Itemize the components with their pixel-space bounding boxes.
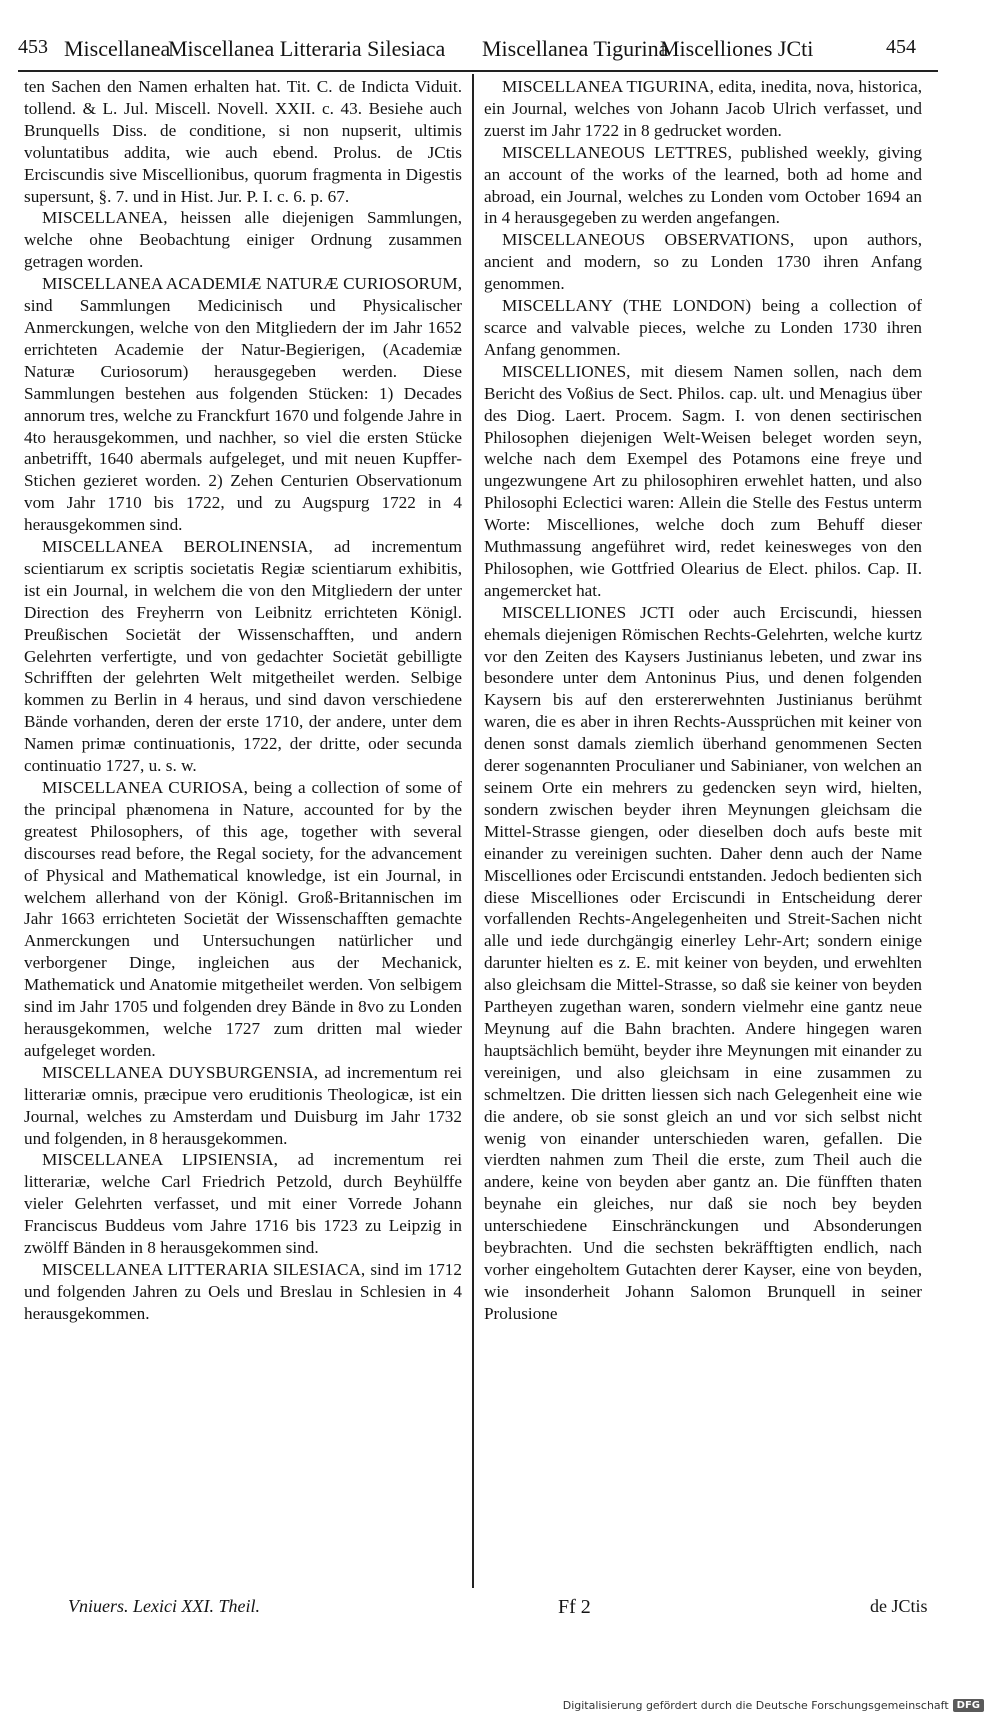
dfg-logo: DFG [953,1699,984,1712]
entry-miscellaneous-lettres: MISCELLANEOUS LETTRES, published weekly, giving an account of the works of the learned, both ad home and abroad, ein Journal, welches zu Londen vom October 1694 an in 4 herausgegeben zu werden angefangen. [484,142,922,228]
header-rule [18,70,938,72]
credit-text: Digitalisierung gefördert durch die Deutsche Forschungsgemeinschaft [562,1699,949,1712]
entry-miscellaneous-observations: MISCELLANEOUS OBSERVATIONS, upon authors, ancient and modern, so zu Londen 1730 ihren Anfang genommen. [484,230,922,294]
entry-miscellanea: MISCELLANEA, heissen alle diejenigen Sammlungen, welche ohne Beobachtung einiger Ordnung zusammen getragen worden. [24,208,462,272]
volume-line: Vniuers. Lexici XXI. Theil. [68,1596,260,1616]
digitization-credit [563,1699,984,1712]
entry-paragraph: ten Sachen den Namen erhalten hat. Tit. C. de Indicta Viduit. tollend. & L. Jul. Miscell. Novell. XXII. c. 43. Besiehe auch Brunquells Diss. de conditione, si non nupserit, ultimis voluntatibus addita, wie auch ebend. Prolus. de JCtis Erciscundis sive Miscellionibus, quorum fragmenta in Digestis supersunt, §. 7. und in Hist. Jur. P. I. c. 6. p. 67. [24,77,462,206]
entry-miscellanea-curiosa: MISCELLANEA CURIOSA, being a collection of some of the principal phænomena in Nature, accounted for by the greatest Philosophers, of this age, together with several discourses read before, the Regal society, for the advancement of Physical and Mathematical knowledge, ist ein Journal, in welchem allerhand von der Königl. Groß-Britannischen im Jahr 1663 errichteten Societät der Wissenschafften gemachte Anmerckungen und Untersuchungen natürlicher und verborgener Dinge, ingleichen aus der Mechanick, Mathematick und Anatomie mitgetheilet werden. Von selbigem sind im Jahr 1705 und folgenden drey Bände in 8vo zu Londen herausgekommen, welche 1727 zum dritten mal wieder aufgeleget worden. [24,778,462,1060]
page-number-right: 454 [886,36,916,58]
entry-miscellanea-lipsiensia: MISCELLANEA LIPSIENSIA, ad incrementum rei litterariæ, welche Carl Friedrich Petzold, durch Beyhülffe vieler Gelehrten verfasset, und mit einer Vorrede Johann Franciscus Buddeus vom Jahre 1716 bis 1723 zu Leipzig in zwölff Bänden in 8 herausgekommen sind. [24,1150,462,1258]
entry-miscellanea-academiae: MISCELLANEA ACADEMIÆ NATURÆ CURIOSORUM, sind Sammlungen Medicinisch und Physicalischer Anmerckungen, welche von den Mitgliedern der im Jahr 1652 errichteten Academie der Natur-Begierigen, (Academiæ Naturæ Curiosorum) herausgegeben werden. Diese Sammlungen bestehen aus folgenden Stücken: 1) Decades annorum tres, welche zu Franckfurt 1670 und folgende Jahre in 4to herausgekommen, und nachher, so viel die ersten Stücke anbetrifft, 1640 abermals aufgeleget, und mit neuen Kupffer-Stichen gezieret worden. 2) Zehen Centurien Observationum vom Jahr 1710 bis 1722, und zu Augspurg 1722 in 4 herausgekommen sind. [24,274,462,535]
header-left-keyword: Miscellanea [64,36,171,61]
entry-miscellanea-tigurina: MISCELLANEA TIGURINA, edita, inedita, nova, historica, ein Journal, welches von Johann Jacob Ulrich verfasset, und zuerst im Jahr 1722 in 8 gedrucket worden. [484,77,922,140]
page-footer [18,1594,938,1624]
book-page [18,30,938,1618]
right-column [484,76,922,1588]
entry-miscelliones-jcti: MISCELLIONES JCTI oder auch Erciscundi, hiessen ehemals diejenigen Römischen Rechts-Gelehrten, welche kurtz vor den Zeiten des Kaysers Justinianus lebeten, und zwar ins besondere unter dem Antoninus Pius, und denen folgenden Kaysern bis auf den erstererwehnten Justinianus berühmt waren, die es aber in ihren Rechts-Aussprüchen mit keiner von denen sonst damals ziemlich überhand genommenen Secten derer sogenannten Proculianer und Sabinianer, von welchen an seinem Orte ein mehrers zu gedencken seyn wird, hielten, sondern zwischen beyder ihren Meynungen gleichsam die Mittel-Strasse giengen, oder dieselben doch aufs beste mit einander zu vereinigen suchten. Daher denn auch der Name Miscelliones oder Erciscundi entstanden. Jedoch bedienten sich diese Miscelliones oder Erciscundi in Entscheidung derer vorfallenden Rechts-Angelegenheiten und Streit-Sachen nicht alle und iede durchgängig einerley Lehr-Art; sondern einige darunter hielten es z. E. mit keiner von beyden, und erwehlten also gleichsam die Mittel-Strasse, so daß sie keiner von beyden Partheyen zugethan waren, sondern vielmehr eine gantz neue Meynung auf die Bahn brachten. Andere hingegen waren hauptsächlich bemüht, beyder ihre Meynungen mit einander zu vereinigen, und also gleichsam in eine zusammen zu schmeltzen. Die dritten liessen sich nach Gelegenheit eine wie die andere, ob sie sonst gleich an und vor sich selbst nicht wenig von einander unterschieden waren, gefallen. Die vierdten nahmen zum Theil die erste, zum Theil auch die andere, keine von beyden aber gantz an. Die fünfften thaten beynahe ein gleiches, nur daß sie noch bey beyden unterschiedene Einschränckungen und Absonderungen beybrachten. Und die sechsten bekräfftigten endlich, nach vorher eingeholtem Gutachten derer Kayser, eine von beyden, wie insonderheit Johann Salomon Brunquell in seiner Prolusione [484,602,922,1323]
catchword: de JCtis [870,1596,928,1616]
left-column [24,76,462,1588]
entry-miscellanea-berolinensia: MISCELLANEA BEROLINENSIA, ad incrementum scientiarum ex scriptis societatis Regiæ scientiarum exhibitis, ist ein Journal, in welchem die von den Mitgliedern der unter Direction des Freyherrn von Leibnitz errichteten Königl. Preußischen Societät der Wissenschafften, und andern Gelehrten verfertigte, und von gedachter Societät gebilligte Schrifften der gelehrten Welt mitgetheilet werden. Selbige kommen zu Berlin in 4 heraus, und sind davon verschiedene Bände vorhanden, deren der erste 1710, der andere, unter dem Namen primæ continuationis, 1722, der dritte, oder secunda continuatio 1727, u. s. w. [24,537,462,776]
column-divider [472,74,474,1588]
entry-miscellany-london: MISCELLANY (THE LONDON) being a collection of scarce and valvable pieces, welche zu Londen 1730 ihren Anfang genommen. [484,296,922,359]
entry-miscellanea-silesiaca: MISCELLANEA LITTERARIA SILESIACA, sind im 1712 und folgenden Jahren zu Oels und Breslau in Schlesien in 4 herausgekommen. [24,1259,462,1323]
header-left-title: Miscellanea Litteraria Silesiaca [168,36,446,61]
signature-mark: Ff 2 [558,1596,591,1618]
header-right-title: Miscellanea Tigurina [482,36,669,61]
header-right-keyword: Miscelliones JCti [660,36,814,61]
entry-miscellanea-duysburgensia: MISCELLANEA DUYSBURGENSIA, ad incrementum rei litterariæ omnis, præcipue vero eruditionis Theologicæ, ist ein Journal, welches zu Amsterdam und Duisburg im Jahr 1732 und folgenden, in 8 herausgekommen. [24,1062,462,1148]
entry-miscelliones: MISCELLIONES, mit diesem Namen sollen, nach dem Bericht des Voßius de Sect. Philos. cap. ult. und Menagius über des Diog. Laert. Procem. Sagm. I. von denen sectirischen Philosophen diejenigen Welt-Weisen beleget worden seyn, welche nach dem Exempel des Potamons eine freye und ungezwungene Art zu philosophiren erwehlet hatten, und also Philosophi Eclectici waren: Allein die Stelle des Festus unterm Worte: Miscelliones, welche doch zum Behuff dieser Muthmassung angeführet wird, redet keinesweges von den Philosophen, wie Gottfried Olearius de Elect. philos. Cap. II. angemercket hat. [484,361,922,600]
running-header [18,30,938,66]
page-number-left: 453 [18,36,48,58]
